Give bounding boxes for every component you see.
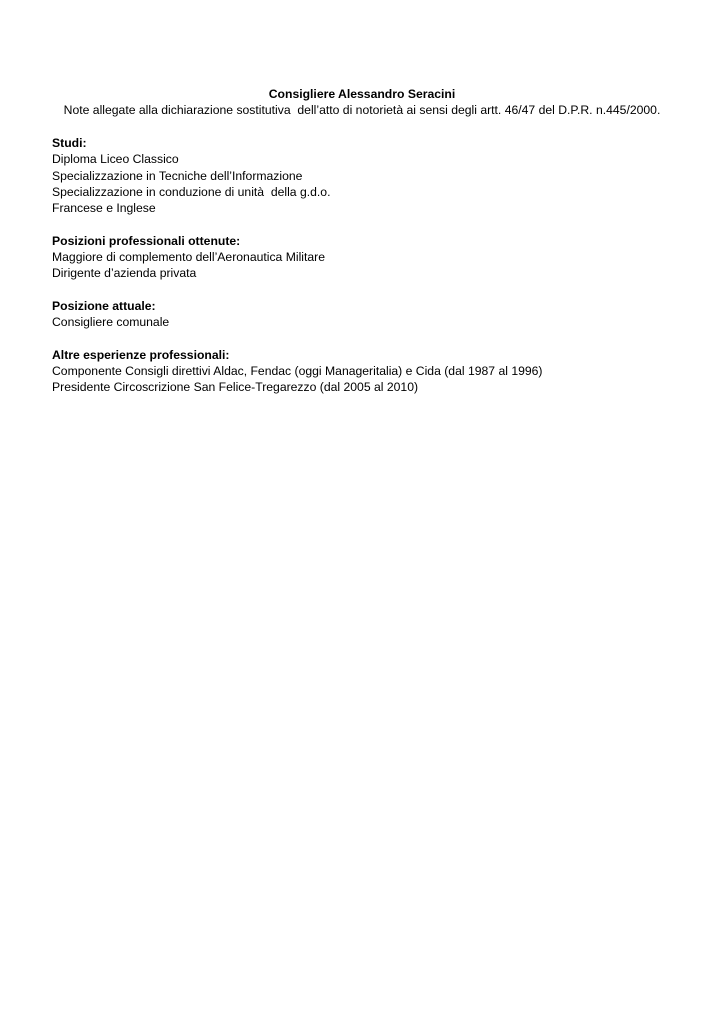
- section-line: Francese e Inglese: [52, 201, 156, 216]
- section-studi: [52, 135, 692, 216]
- section-line: Maggiore di complemento dell’Aeronautica Militare: [52, 250, 325, 265]
- section-posizioni-professionali: [52, 233, 692, 282]
- document-body: [52, 135, 692, 412]
- document-subtitle: Note allegate alla dichiarazione sostitutiva dell’atto di notorietà ai sensi degli artt. 46/47 del D.P.R. n.445/2000.: [63, 103, 661, 117]
- section-heading: Altre esperienze professionali:: [52, 347, 230, 362]
- section-heading: Posizione attuale:: [52, 298, 156, 313]
- section-heading: Studi:: [52, 136, 87, 150]
- section-line: Specializzazione in conduzione di unità della g.d.o.: [52, 184, 331, 199]
- section-line: Consigliere comunale: [52, 315, 170, 330]
- section-line: Dirigente d’azienda privata: [52, 266, 197, 281]
- section-line: Componente Consigli direttivi Aldac, Fendac (oggi Manageritalia) e Cida (dal 1987 al 1996): [52, 364, 543, 379]
- section-line: Diploma Liceo Classico: [52, 152, 179, 167]
- section-line: Specializzazione in Tecniche dell’Informazione: [52, 168, 303, 183]
- document-title: Consigliere Alessandro Seracini: [268, 87, 456, 101]
- section-line: Presidente Circoscrizione San Felice-Tregarezzo (dal 2005 al 2010): [52, 380, 419, 395]
- section-heading: Posizioni professionali ottenute:: [52, 233, 241, 248]
- section-altre-esperienze: [52, 347, 692, 396]
- section-posizione-attuale: [52, 298, 692, 331]
